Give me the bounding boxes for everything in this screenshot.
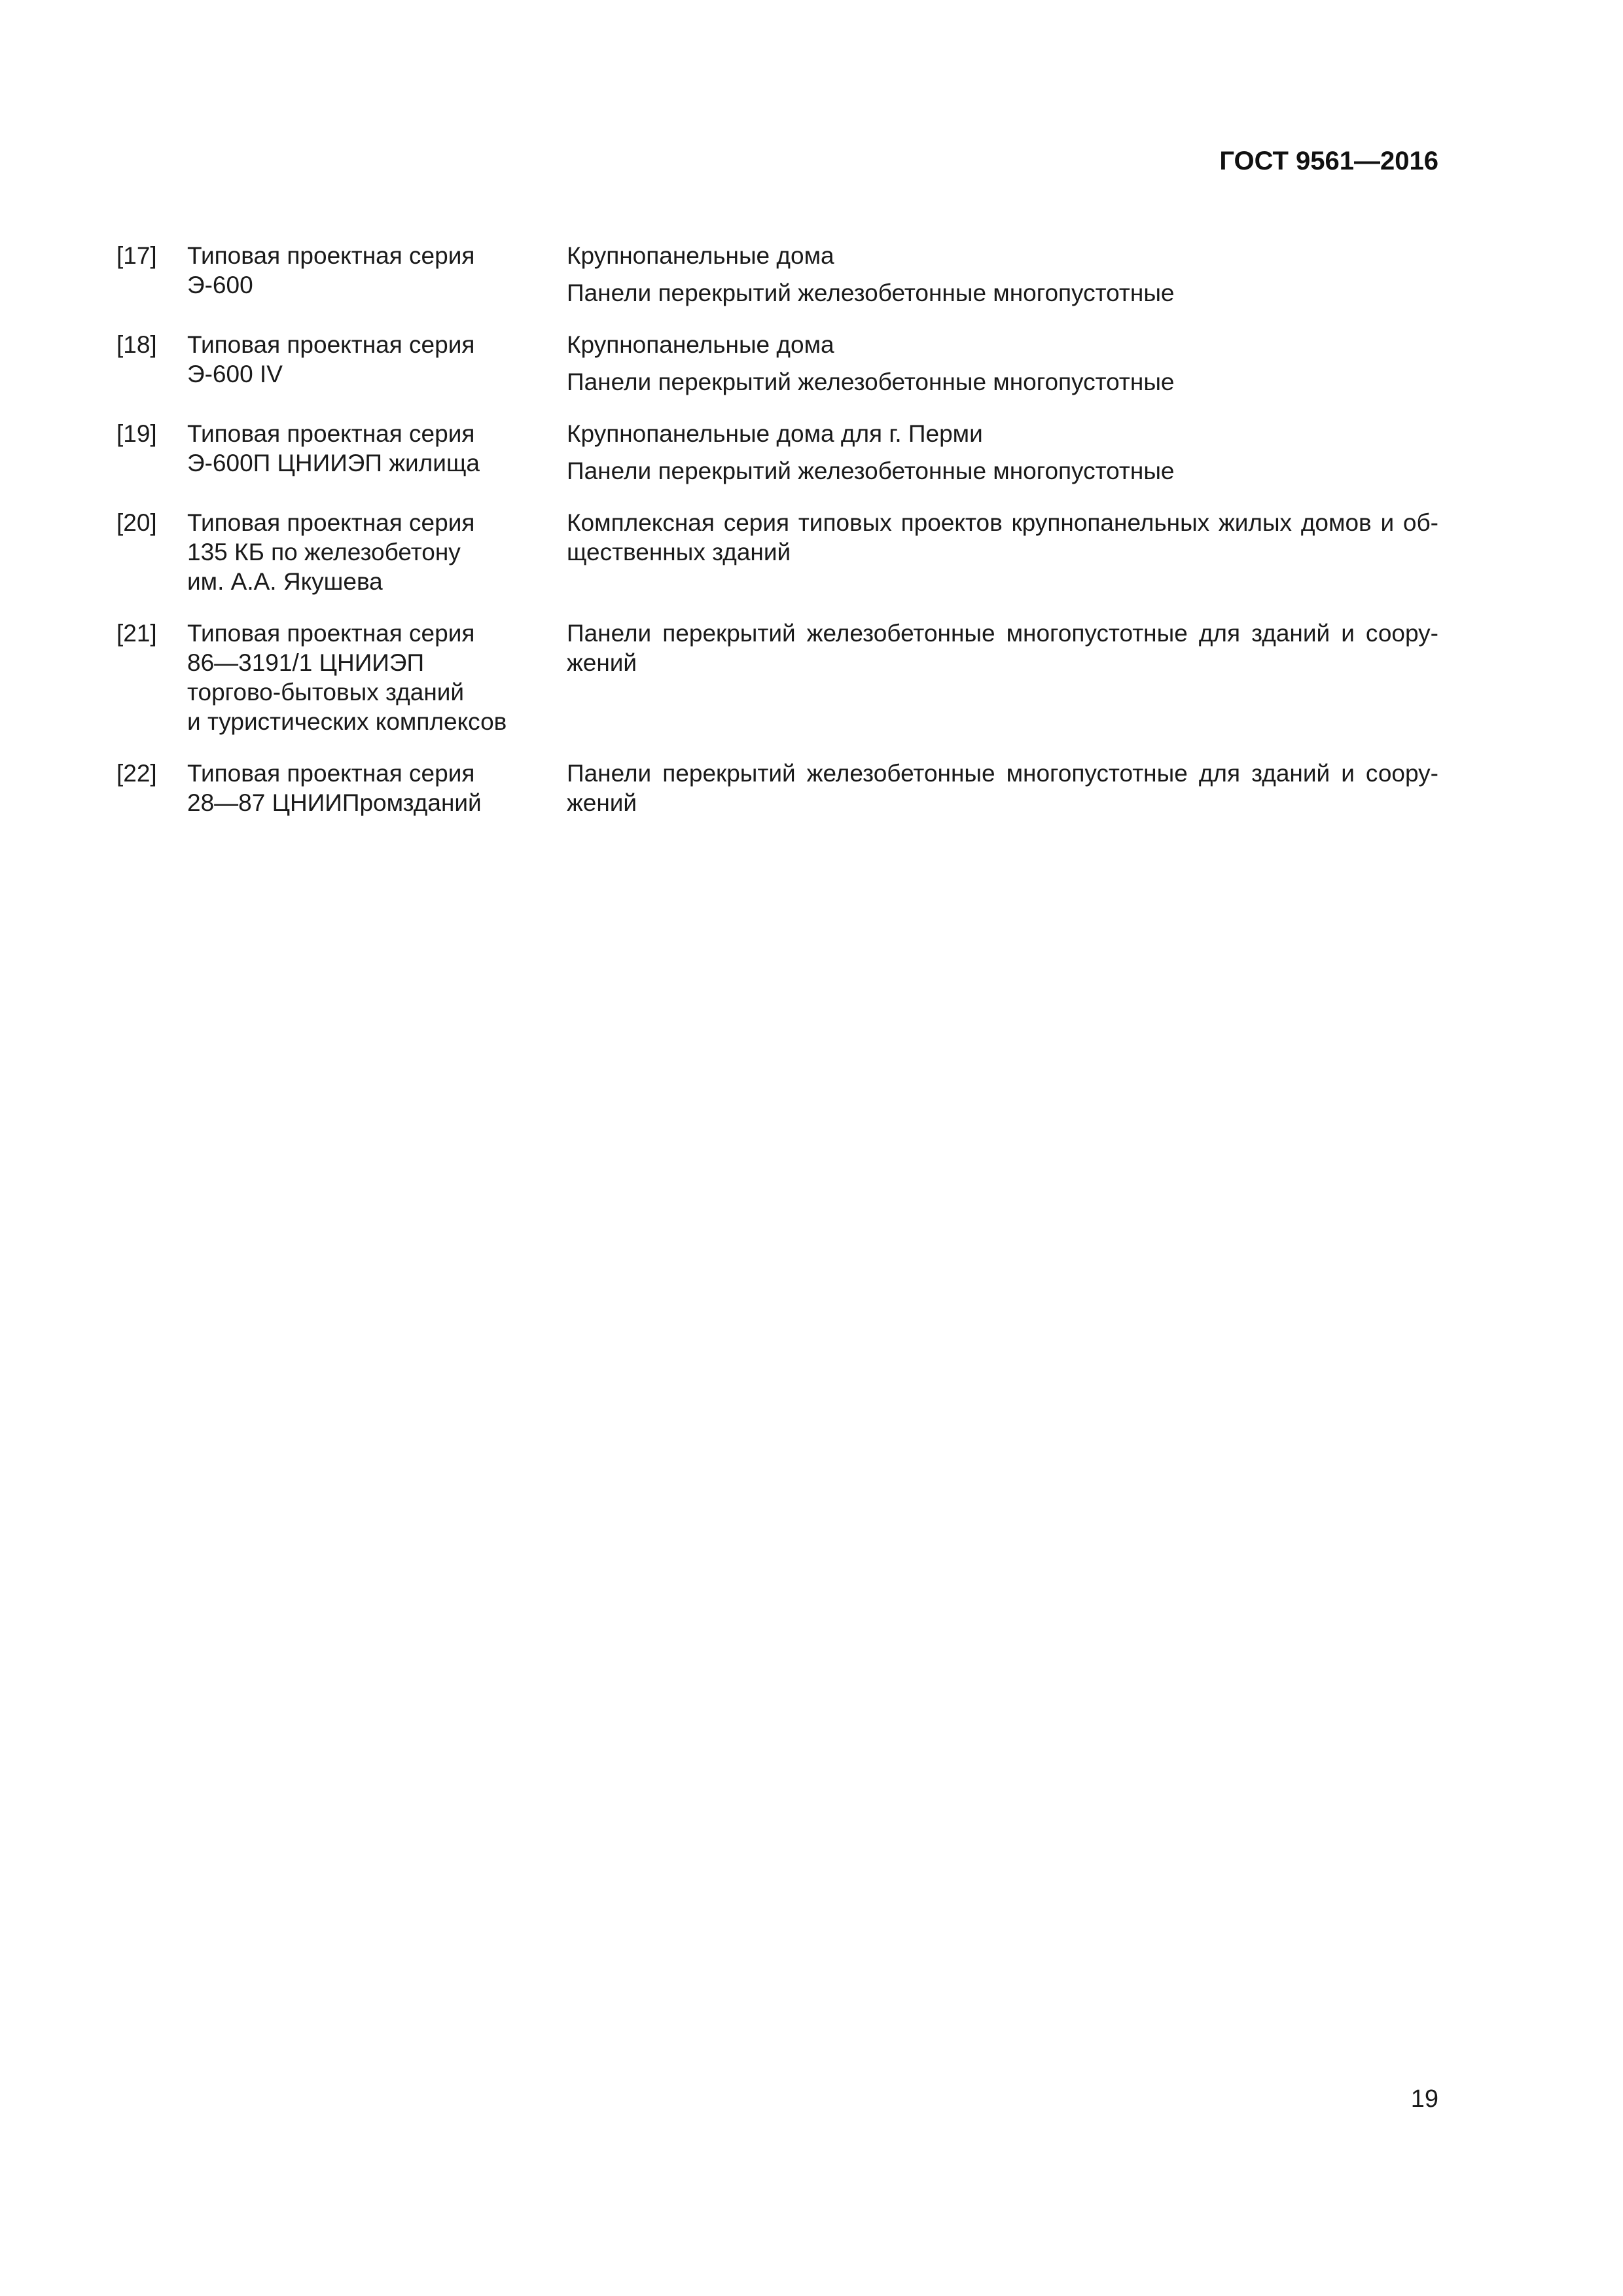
series-line: торгово-бытовых зданий [187,679,465,706]
entry-series [187,419,567,486]
series-line: 28—87 ЦНИИПромзданий [187,789,482,816]
bibliography-entry [116,419,1438,486]
series-line: Э-600 IV [187,361,283,387]
series-line: 135 КБ по железобетону [187,539,461,565]
entry-description [567,419,1438,486]
series-line: Типовая проектная серия [187,420,475,447]
entry-series [187,508,567,596]
description-line: Комплексная серия типовых проектов крупнопанельных жилых домов и общественных зданий [567,509,1438,565]
series-line: Э-600П ЦНИИЭП жилища [187,450,480,476]
entry-number: [20] [116,509,157,536]
document-header: ГОСТ 9561—2016 [1219,147,1438,175]
description-line: Крупнопанельные дома для г. Перми [567,420,983,447]
entry-number: [19] [116,420,157,447]
description-line: Панели перекрытий железобетонные многопустотные [567,368,1175,395]
bibliography-entry [116,619,1438,736]
bibliography-entry [116,508,1438,596]
entry-number: [21] [116,620,157,647]
entry-number: [18] [116,331,157,358]
bibliography-list [116,241,1438,840]
description-line: Панели перекрытий железобетонные многопустотные [567,457,1175,484]
series-line: 86—3191/1 ЦНИИЭП [187,649,425,676]
entry-description [567,508,1438,596]
series-line: Типовая проектная серия [187,760,475,787]
entry-series [187,619,567,736]
entry-series [187,241,567,308]
description-line: Панели перекрытий железобетонные многопустотные [567,279,1175,306]
description-line: Панели перекрытий железобетонные многопустотные для зданий и сооружений [567,620,1438,676]
entry-number: [22] [116,760,157,787]
bibliography-entry [116,241,1438,308]
entry-description [567,330,1438,397]
page-number: 19 [1410,2085,1438,2113]
series-line: Типовая проектная серия [187,620,475,647]
entry-description [567,619,1438,736]
series-line: Э-600 [187,272,253,298]
description-line: Крупнопанельные дома [567,242,834,269]
series-line: Типовая проектная серия [187,331,475,358]
entry-description [567,759,1438,817]
entry-series [187,759,567,817]
description-line: Панели перекрытий железобетонные многопустотные для зданий и сооружений [567,760,1438,816]
entry-description [567,241,1438,308]
bibliography-entry [116,330,1438,397]
description-line: Крупнопанельные дома [567,331,834,358]
entry-series [187,330,567,397]
series-line: им. А.А. Якушева [187,568,383,595]
series-line: и туристических комплексов [187,708,507,735]
bibliography-entry [116,759,1438,817]
series-line: Типовая проектная серия [187,242,475,269]
series-line: Типовая проектная серия [187,509,475,536]
entry-number: [17] [116,242,157,269]
